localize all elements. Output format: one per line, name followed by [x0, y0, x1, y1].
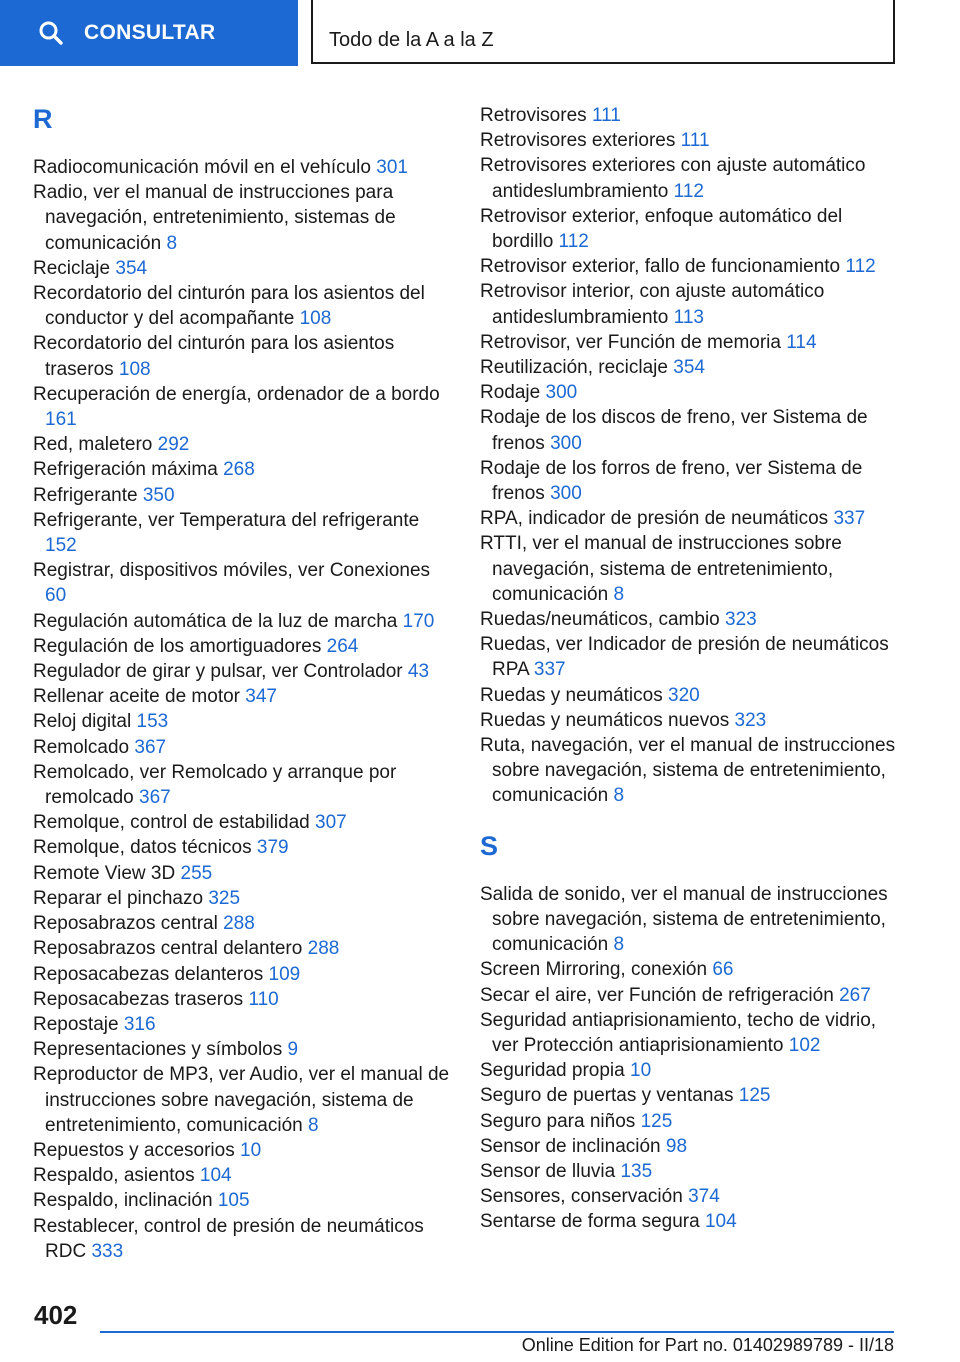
index-entry — [480, 153, 900, 203]
entry-text: Reposacabezas delanteros — [33, 963, 264, 985]
entry-text: RPA, indicador de presión de neumáticos — [480, 508, 829, 530]
entry-text: Ruedas y neumáticos nuevos — [480, 709, 730, 731]
index-entry — [480, 1058, 900, 1083]
entry-text: Retrovisores exteriores con ajuste automático antideslumbramiento — [480, 155, 866, 202]
page-number: 402 — [34, 1300, 78, 1330]
index-entry — [480, 506, 900, 531]
index-entry — [33, 810, 453, 835]
page-link[interactable]: 135 — [620, 1160, 653, 1182]
page-link[interactable]: 288 — [223, 913, 255, 935]
index-entry — [33, 760, 453, 810]
index-entry — [33, 432, 453, 457]
index-entry — [480, 708, 900, 733]
entry-text: Seguridad antiaprisionamiento, techo de vidrio, ver Protección antiaprisionamiento — [480, 1009, 877, 1056]
left-column — [33, 100, 453, 1264]
entry-text: Ruedas y neumáticos — [480, 684, 663, 706]
entry-text: Reloj digital — [33, 711, 132, 733]
page-link[interactable]: 288 — [307, 938, 340, 960]
index-entry — [480, 380, 900, 405]
page-link[interactable]: 102 — [788, 1034, 821, 1056]
footer-divider — [100, 1331, 894, 1333]
page-link[interactable]: 112 — [673, 180, 704, 202]
index-entry — [33, 1188, 453, 1213]
page-link[interactable]: 161 — [45, 409, 77, 431]
page-link[interactable]: 153 — [136, 711, 169, 733]
page-link[interactable]: 152 — [45, 535, 77, 557]
section-letter-s: S — [480, 830, 499, 861]
page-link[interactable]: 301 — [376, 157, 408, 178]
index-entry — [480, 128, 900, 153]
entry-text: Respaldo, inclinación — [33, 1190, 213, 1212]
index-entry — [33, 1037, 453, 1062]
page-link[interactable]: 125 — [640, 1110, 673, 1132]
entry-text: Refrigerante — [33, 484, 138, 506]
entry-text: Retrovisor exterior, fallo de funcionamiento — [480, 256, 841, 278]
page-link[interactable]: 354 — [673, 357, 705, 379]
index-entry — [33, 155, 453, 180]
index-entry — [480, 1159, 900, 1184]
page-link[interactable]: 8 — [613, 785, 625, 807]
page-link[interactable]: 367 — [134, 736, 167, 758]
index-entry — [33, 1012, 453, 1037]
entry-text: Regulador de girar y pulsar, ver Controlador — [33, 661, 403, 683]
index-entry — [33, 835, 453, 860]
page-link[interactable]: 347 — [245, 686, 277, 708]
index-entry — [33, 609, 453, 634]
page-link[interactable]: 108 — [299, 308, 332, 330]
entry-text: Sentarse de forma segura — [480, 1211, 700, 1233]
entry-text: Seguridad propia — [480, 1060, 625, 1082]
entry-text: Reparar el pinchazo — [33, 887, 204, 909]
index-entry — [33, 987, 453, 1012]
breadcrumb-text: Todo de la A a la Z — [329, 29, 494, 51]
page-link[interactable]: 307 — [315, 812, 347, 834]
consult-button[interactable] — [0, 0, 298, 66]
page-link[interactable]: 374 — [688, 1186, 720, 1208]
right-column — [480, 103, 900, 1235]
index-entry — [33, 281, 453, 331]
entry-text: Recordatorio del cinturón para los asientos traseros — [33, 333, 395, 380]
page-link[interactable]: 8 — [613, 934, 625, 956]
entry-text: Refrigerante, ver Temperatura del refrigerante — [33, 509, 420, 531]
index-entry — [33, 634, 453, 659]
page-link[interactable]: 108 — [118, 358, 151, 380]
index-entry — [480, 279, 900, 329]
page-link[interactable]: 300 — [550, 432, 582, 454]
entry-text: Repuestos y accesorios — [33, 1139, 235, 1161]
index-entry — [480, 103, 900, 128]
index-entry — [480, 456, 900, 506]
page-link[interactable]: 316 — [123, 1013, 156, 1035]
page-link[interactable]: 354 — [115, 257, 148, 279]
page-link[interactable]: 104 — [704, 1211, 737, 1233]
entry-text: Radio, ver el manual de instrucciones para navegación, entretenimiento, sistemas de comunicación — [33, 182, 396, 254]
entry-text: Registrar, dispositivos móviles, ver Conexiones — [33, 560, 431, 582]
breadcrumb[interactable] — [311, 0, 895, 64]
index-entry — [33, 684, 453, 709]
page-link[interactable]: 350 — [142, 484, 175, 506]
section-letter-r: R — [33, 104, 53, 134]
entry-text: Remolque, control de estabilidad — [33, 812, 310, 834]
entry-text: Ruedas/neumáticos, cambio — [480, 609, 720, 631]
page-link[interactable]: 300 — [550, 483, 582, 505]
page-link[interactable]: 292 — [157, 434, 190, 456]
entry-text: Sensor de lluvia — [480, 1160, 616, 1182]
index-entry — [33, 936, 453, 961]
page-link[interactable]: 66 — [712, 959, 734, 981]
page-link[interactable]: 10 — [240, 1139, 262, 1161]
page-link[interactable]: 300 — [545, 382, 578, 404]
entry-text: Remolque, datos técnicos — [33, 837, 252, 859]
page-link[interactable]: 8 — [166, 232, 178, 254]
index-entry — [480, 204, 900, 254]
entry-text: Reproductor de MP3, ver Audio, ver el manual de instrucciones sobre navegación, sistema de entretenimiento, comunicación — [33, 1064, 450, 1136]
entry-text: Red, maletero — [33, 434, 153, 456]
top-bar — [0, 0, 960, 66]
index-entry — [480, 632, 900, 682]
entry-text: Repostaje — [33, 1013, 119, 1035]
page-link[interactable]: 268 — [223, 459, 255, 481]
index-entry — [480, 882, 900, 958]
index-entry — [33, 382, 453, 432]
entry-text: Reciclaje — [33, 257, 111, 279]
entry-text: Ruta, navegación, ver el manual de instrucciones sobre navegación, sistema de entretenimiento, comunicación — [480, 735, 896, 807]
index-entry — [480, 1184, 900, 1209]
page-link[interactable]: 255 — [180, 862, 213, 884]
page-link[interactable]: 125 — [738, 1085, 771, 1107]
index-entry — [480, 1109, 900, 1134]
entry-text: Reposacabezas traseros — [33, 988, 244, 1010]
page-link[interactable]: 320 — [668, 684, 700, 706]
entry-text: Reutilización, reciclaje — [480, 357, 668, 379]
entry-text: Reposabrazos central delantero — [33, 938, 303, 960]
index-entry — [33, 861, 453, 886]
entry-text: Rodaje de los forros de freno, ver Sistema de frenos — [480, 457, 863, 505]
index-entry — [33, 1062, 453, 1138]
entry-text: Remote View 3D — [33, 862, 176, 884]
entry-text: Regulación de los amortiguadores — [33, 635, 322, 657]
index-entry — [33, 735, 453, 760]
page-link[interactable]: 105 — [217, 1190, 250, 1212]
entry-text: Salida de sonido, ver el manual de instrucciones sobre navegación, sistema de entretenimiento, comunicación — [480, 883, 888, 956]
index-entry — [480, 683, 900, 708]
page-link[interactable]: 104 — [199, 1165, 232, 1187]
page-link[interactable]: 323 — [725, 609, 757, 631]
index-entry — [33, 911, 453, 936]
page-link[interactable]: 8 — [613, 583, 625, 605]
page-link[interactable]: 379 — [256, 837, 289, 859]
entry-text: Recuperación de energía, ordenador de a bordo — [33, 383, 440, 405]
index-list-r-left — [33, 155, 453, 1264]
entry-text: Seguro de puertas y ventanas — [480, 1085, 734, 1107]
page-link[interactable]: 111 — [680, 130, 710, 152]
index-entry — [33, 508, 453, 558]
entry-text: Retrovisores — [480, 105, 587, 126]
entry-text: Seguro para niños — [480, 1110, 636, 1132]
index-entry — [33, 1214, 453, 1264]
entry-text: Secar el aire, ver Función de refrigeración — [480, 984, 834, 1006]
entry-text: Retrovisor, ver Función de memoria — [480, 331, 781, 353]
index-entry — [480, 1008, 900, 1058]
index-entry — [480, 405, 900, 455]
index-entry — [480, 330, 900, 355]
page-link[interactable]: 43 — [407, 661, 430, 683]
page-link[interactable]: 323 — [734, 709, 767, 731]
page-link[interactable]: 367 — [139, 787, 171, 809]
entry-text: Ruedas, ver Indicador de presión de neumáticos RPA — [480, 634, 889, 681]
consult-label: CONSULTAR — [84, 21, 216, 44]
page-link[interactable]: 333 — [91, 1240, 124, 1262]
index-entry — [33, 558, 453, 608]
index-entry — [480, 1209, 900, 1234]
index-entry — [33, 709, 453, 734]
entry-text: Rodaje de los discos de freno, ver Sistema de frenos — [480, 407, 868, 454]
index-entry — [480, 355, 900, 380]
entry-text: Sensores, conservación — [480, 1186, 683, 1208]
entry-text: Remolcado — [33, 736, 130, 758]
entry-text: Remolcado, ver Remolcado y arranque por remolcado — [33, 761, 397, 809]
page-link[interactable]: 267 — [839, 984, 871, 1006]
entry-text: Radiocomunicación móvil en el vehículo — [33, 157, 371, 178]
index-entry — [33, 483, 453, 508]
index-entry — [33, 886, 453, 911]
index-list-s — [480, 882, 900, 1235]
index-entry — [33, 180, 453, 256]
page-link[interactable]: 98 — [665, 1135, 688, 1157]
page-link[interactable]: 110 — [248, 988, 279, 1010]
entry-text: Restablecer, control de presión de neumáticos RDC — [33, 1215, 424, 1262]
page-link[interactable]: 9 — [287, 1039, 299, 1061]
page-link[interactable]: 325 — [208, 887, 241, 909]
entry-text: RTTI, ver el manual de instrucciones sobre navegación, sistema de entretenimiento, comunicación — [480, 533, 842, 605]
entry-text: Retrovisor interior, con ajuste automático antideslumbramiento — [480, 281, 825, 328]
page-link[interactable]: 170 — [402, 610, 435, 632]
index-list-r-right — [480, 103, 900, 809]
page-link[interactable]: 8 — [307, 1114, 319, 1136]
index-entry — [33, 256, 453, 281]
entry-text: Retrovisor exterior, enfoque automático del bordillo — [480, 205, 843, 253]
entry-text: Reposabrazos central — [33, 913, 218, 935]
entry-text: Refrigeración máxima — [33, 459, 218, 481]
index-entry — [480, 607, 900, 632]
page-link[interactable]: 10 — [630, 1060, 652, 1082]
index-entry — [33, 1163, 453, 1188]
index-entry — [480, 531, 900, 607]
page-link[interactable]: 114 — [786, 331, 817, 353]
page-link[interactable]: 111 — [591, 105, 621, 126]
entry-text: Respaldo, asientos — [33, 1165, 195, 1187]
index-entry — [33, 1138, 453, 1163]
page-link[interactable]: 337 — [533, 659, 566, 681]
entry-text: Retrovisores exteriores — [480, 130, 676, 152]
index-entry — [33, 962, 453, 987]
index-entry — [480, 254, 900, 279]
index-entry — [33, 659, 453, 684]
index-entry — [480, 1083, 900, 1108]
search-icon — [38, 20, 64, 46]
page-link[interactable]: 113 — [673, 306, 704, 328]
entry-text: Rodaje — [480, 382, 541, 404]
page-link[interactable]: 112 — [845, 256, 876, 278]
entry-text: Representaciones y símbolos — [33, 1039, 283, 1061]
index-entry — [33, 457, 453, 482]
index-entry — [33, 331, 453, 381]
entry-text: Recordatorio del cinturón para los asientos del conductor y del acompañante — [33, 283, 425, 330]
entry-text: Rellenar aceite de motor — [33, 686, 240, 708]
page-link[interactable]: 112 — [558, 231, 589, 253]
index-entry — [480, 1134, 900, 1159]
entry-text: Regulación automática de la luz de marcha — [33, 610, 398, 632]
footer-edition: Online Edition for Part no. 01402989789 - II/18 — [521, 1335, 894, 1355]
index-entry — [480, 957, 900, 982]
page-link[interactable]: 337 — [833, 508, 866, 530]
page-link[interactable]: 60 — [45, 585, 67, 607]
page-link[interactable]: 109 — [268, 963, 301, 985]
entry-text: Screen Mirroring, conexión — [480, 959, 708, 981]
page-link[interactable]: 264 — [326, 635, 359, 657]
index-entry — [480, 733, 900, 809]
entry-text: Sensor de inclinación — [480, 1135, 661, 1157]
index-entry — [480, 983, 900, 1008]
